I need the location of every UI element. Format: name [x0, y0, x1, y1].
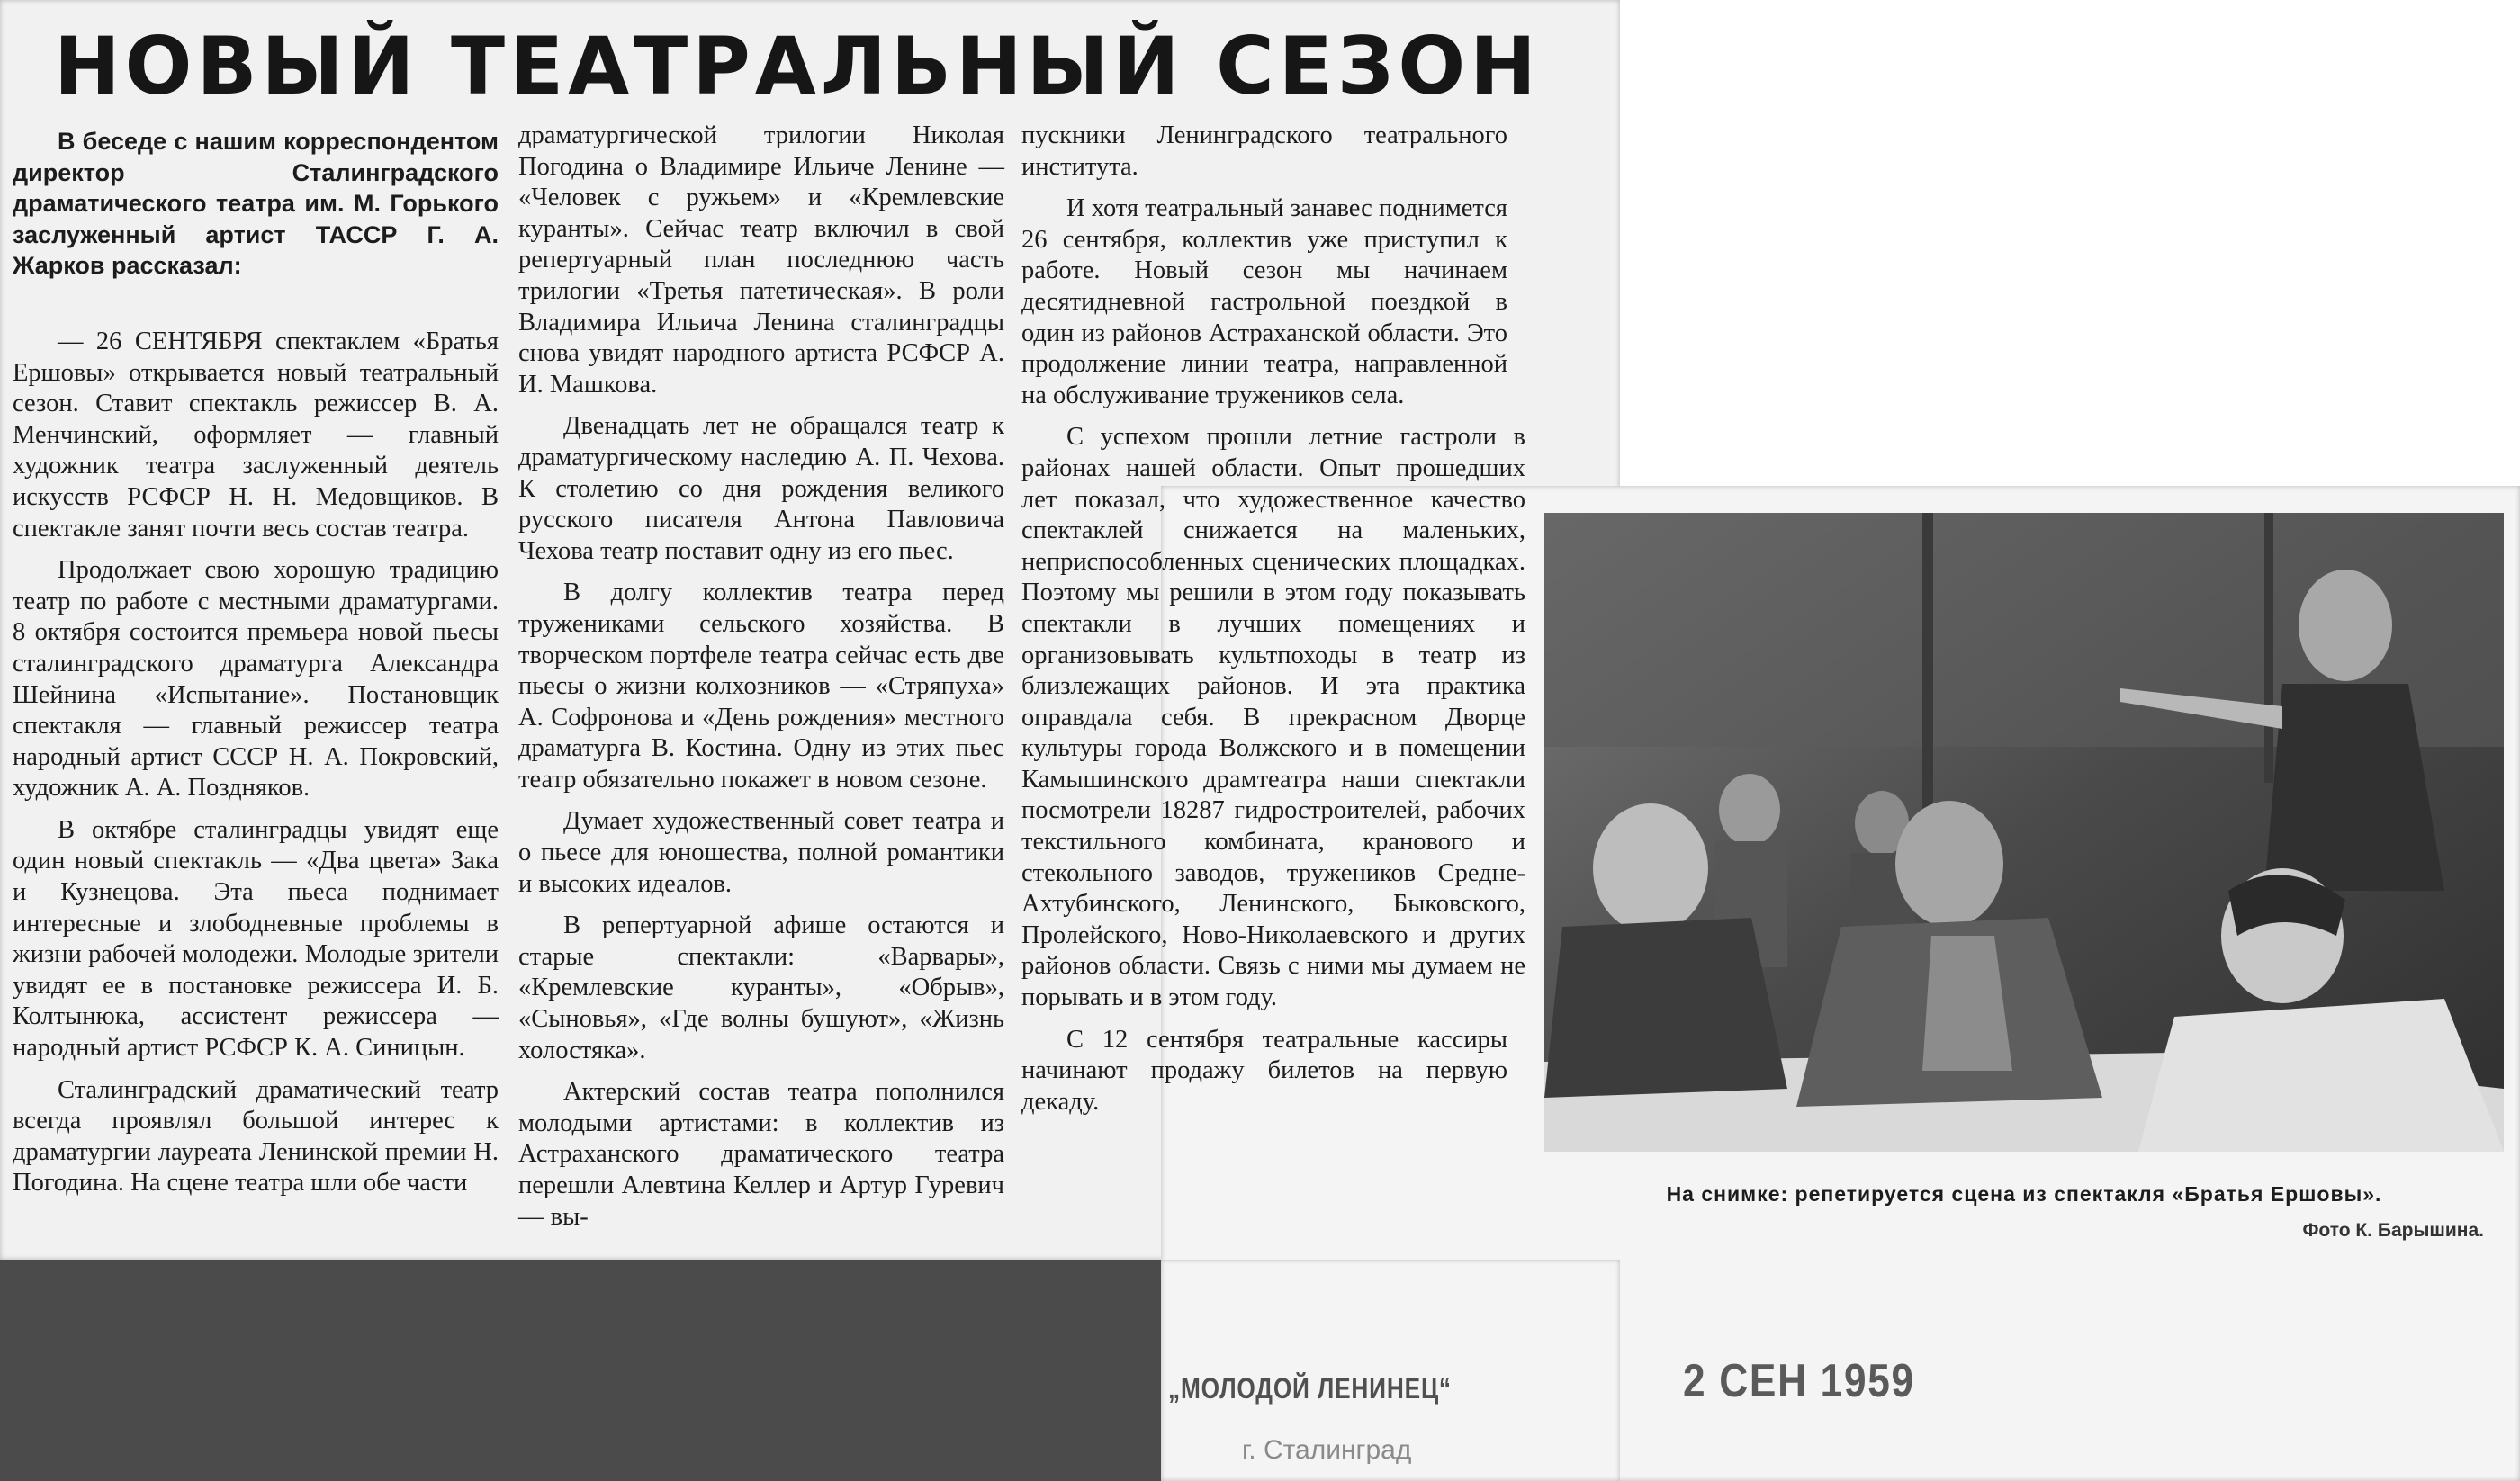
article-lead: В беседе с нашим корреспондентом директор Сталинградского драматического театра им. М. Горького заслуженный артист ТАССР Г. А. Жарков рассказал:: [13, 128, 499, 280]
article-column-1: [13, 126, 499, 1210]
photo-caption: На снимке: репетируется сцена из спектакля «Братья Ершовы».: [1666, 1182, 2382, 1206]
paragraph: Двенадцать лет не обращался театр к драматургическому наследию А. П. Чехова. К столетию со дня рождения великого русского писателя Антона Павловича Чехова театр поставит одну из его пьес.: [518, 412, 1004, 565]
paragraph: В долгу коллектив театра перед тружениками сельского хозяйства. В творческом портфеле театра сейчас есть две пьесы о жизни колхозников — «Стряпуха» А. Софронова и «День рождения» местного драматурга В. Костина. Одну из этих пьес театр обязательно покажет в новом сезоне.: [518, 579, 1004, 794]
article-column-2: [518, 121, 1004, 1243]
paragraph: В репертуарной афише остаются и старые спектакли: «Варвары», «Кремлевские куранты», «Обрыв», «Сыновья», «Где волны бушуют», «Жизнь холостяка».: [518, 911, 1004, 1064]
photo-credit: Фото К. Барышина.: [2302, 1220, 2484, 1241]
paragraph: Сталинградский драматический театр всегда проявлял большой интерес к драматургии лауреата Ленинской премии Н. Погодина. На сцене театра шли обе части: [13, 1075, 499, 1198]
paragraph: И хотя театральный занавес поднимется 26 сентября, коллектив уже приступил к работе. Новый сезон мы начинаем десятидневной гастрольной поездкой в один из районов Астраханской области. Это продолжение линии театра, направленной на обслуживание тружеников села.: [1022, 194, 1508, 409]
paragraph: Актерский состав театра пополнился молодыми артистами: в коллектив из Астраханского драматического театра перешли Алевтина Келлер и Артур Гуревич — вы-: [518, 1078, 1004, 1231]
paragraph: В октябре сталинградцы увидят еще один новый спектакль — «Два цвета» Зака и Кузнецова. Эта пьеса поднимает интересные и злободневные проблемы в жизни рабочей молодежи. Молодые зрители увидят ее в постановке режиссера И. Б. Колтынюка, ассистент режиссера — народный артист РСФСР К. А. Синицын.: [13, 815, 499, 1063]
rehearsal-photo: [1544, 513, 2504, 1152]
article-headline: НОВЫЙ ТЕАТРАЛЬНЫЙ СЕЗОН: [54, 20, 1541, 112]
article-column-3: [1022, 121, 1526, 1128]
archive-stamp-city: г. Сталинград: [1242, 1435, 1412, 1465]
archive-stamp-newspaper: „МОЛОДОЙ ЛЕНИНЕЦ“: [1168, 1372, 1452, 1405]
archive-stamp-date: 2 СЕН 1959: [1683, 1355, 1915, 1407]
paragraph: Продолжает свою хорошую традицию театр по работе с местными драматургами. 8 октября состоится премьера новой пьесы сталинградского драматурга Александра Шейнина «Испытание». Постановщик спектакля — главный режиссер театра народный артист СССР Н. А. Покровский, художник А. А. Поздняков.: [13, 556, 499, 803]
paragraph: С успехом прошли летние гастроли в районах нашей области. Опыт прошедших лет показал, что художественное качество спектаклей снижается на маленьких, неприспособленных сценических площадках. Поэтому мы решили в этом году показывать спектакли в лучших помещениях и организовывать культпоходы в театр из близлежащих районов. И эта практика оправдала себя. В прекрасном Дворце культуры города Волжского и в помещении Камышинского драмтеатра наши спектакли посмотрели 18287 гидростроителей, рабочих текстильного комбината, кранового и стекольного заводов, тружеников Средне-Ахтубинского, Ленинского, Быковского, Пролейского, Ново-Николаевского и других районов области. Связь с ними мы думаем не порывать и в этом году.: [1022, 423, 1526, 1012]
paragraph: Думает художественный совет театра и о пьесе для юношества, полной романтики и высоких идеалов.: [518, 807, 1004, 898]
paragraph: драматургической трилогии Николая Погодина о Владимире Ильиче Ленине — «Человек с ружьем» и «Кремлевские куранты». Сейчас театр включил в свой репертуарный план последнюю часть трилогии «Третья патетическая». В роли Владимира Ильича Ленина сталинградцы снова увидят народного артиста РСФСР А. И. Машкова.: [518, 121, 1004, 399]
paragraph: — 26 СЕНТЯБРЯ спектаклем «Братья Ершовы» открывается новый театральный сезон. Ставит спектакль режиссер В. А. Менчинский, оформляет — главный художник театра заслуженный деятель искусств РСФСР Н. Н. Медовщиков. В спектакле занят почти весь состав театра.: [13, 327, 499, 543]
paragraph: С 12 сентября театральные кассиры начинают продажу билетов на первую декаду.: [1022, 1025, 1508, 1116]
paragraph: пускники Ленинградского театрального института.: [1022, 121, 1508, 181]
